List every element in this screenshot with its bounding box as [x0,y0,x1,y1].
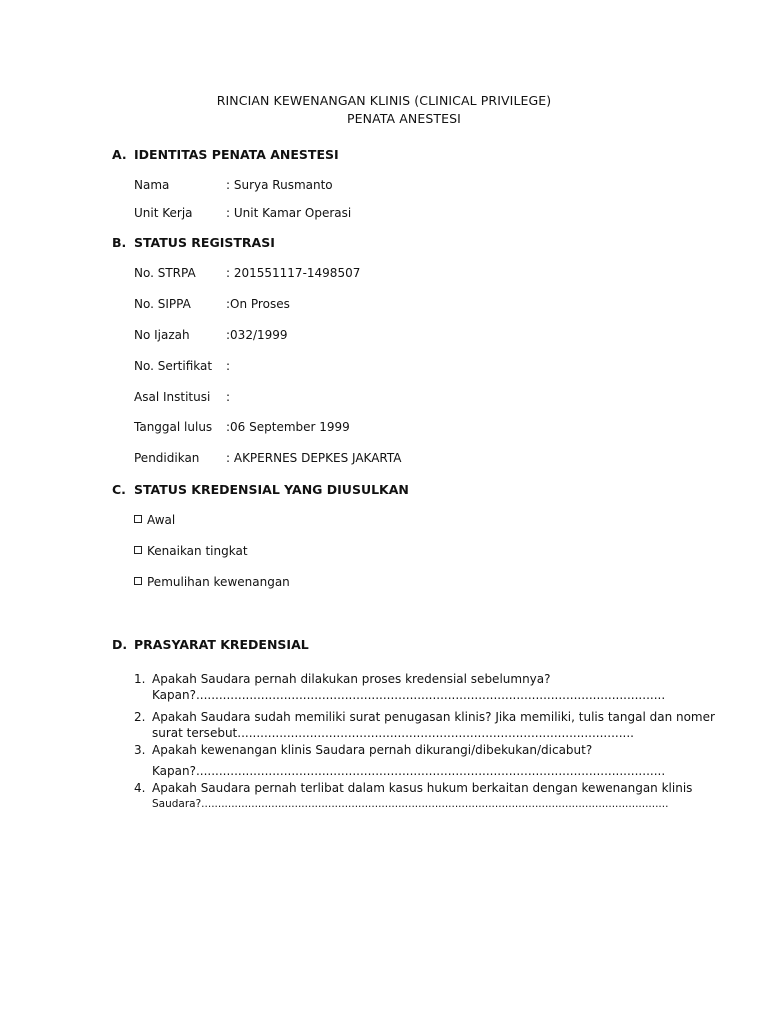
section-c-title: STATUS KREDENSIAL YANG DIUSULKAN [134,482,409,497]
field-value-ijazah: :032/1999 [226,328,288,342]
question-1-text: Apakah Saudara pernah dilakukan proses kredensial sebelumnya? [152,672,551,686]
question-2-answer-line[interactable]: surat tersebut........................................................................................................ [152,726,634,740]
option-pemulihan-kewenangan[interactable] [134,575,290,589]
field-label-nama: Nama [134,178,170,192]
question-3-number: 3. [134,743,146,757]
field-value-tanggal-lulus: :06 September 1999 [226,420,350,434]
field-label-asal-institusi: Asal Institusi [134,390,211,404]
question-3-text: Apakah kewenangan klinis Saudara pernah dikurangi/dibekukan/dicabut? [152,743,593,757]
field-value-sertifikat: : [226,359,231,373]
section-d-letter: D. [112,637,128,652]
field-value-pendidikan: : AKPERNES DEPKES JAKARTA [226,451,402,465]
question-2-number: 2. [134,710,146,724]
document-title: RINCIAN KEWENANGAN KLINIS (CLINICAL PRIVILEGE) [216,93,552,108]
section-c-letter: C. [112,482,126,497]
field-value-nama: : Surya Rusmanto [226,178,333,192]
section-d-title: PRASYARAT KREDENSIAL [134,637,309,652]
question-4-number: 4. [134,781,146,795]
field-label-ijazah: No Ijazah [134,328,190,342]
option-label: Pemulihan kewenangan [147,575,290,589]
question-4-answer-line[interactable]: Saudara?............................................................................................................................................ [152,798,669,810]
checkbox-icon[interactable] [134,546,142,554]
checkbox-icon[interactable] [134,515,142,523]
field-value-strpa: : 201551117-1498507 [226,266,361,280]
section-b-letter: B. [112,235,127,250]
field-value-asal-institusi: : [226,390,231,404]
question-3-answer-line[interactable]: Kapan?........................................................................................................................... [152,764,666,778]
question-1-number: 1. [134,672,146,686]
field-value-unit-kerja: : Unit Kamar Operasi [226,206,352,220]
field-label-sertifikat: No. Sertifikat [134,359,213,373]
option-label: Kenaikan tingkat [147,544,248,558]
section-b-title: STATUS REGISTRASI [134,235,275,250]
question-4-text: Apakah Saudara pernah terlibat dalam kasus hukum berkaitan dengan kewenangan klinis [152,781,693,795]
field-label-strpa: No. STRPA [134,266,196,280]
section-a-title: IDENTITAS PENATA ANESTESI [134,147,339,162]
field-label-pendidikan: Pendidikan [134,451,200,465]
section-a-letter: A. [112,147,127,162]
option-awal[interactable] [134,513,175,527]
option-label: Awal [147,513,176,527]
option-kenaikan-tingkat[interactable] [134,544,248,558]
field-label-sippa: No. SIPPA [134,297,191,311]
field-value-sippa: :On Proses [226,297,290,311]
field-label-tanggal-lulus: Tanggal lulus [134,420,213,434]
checkbox-icon[interactable] [134,577,142,585]
question-2-text: Apakah Saudara sudah memiliki surat penugasan klinis? Jika memiliki, tulis tangal dan nomer [152,710,715,724]
question-1-answer-line[interactable]: Kapan?........................................................................................................................... [152,688,666,702]
field-label-unit-kerja: Unit Kerja [134,206,193,220]
document-subtitle: PENATA ANESTESI [347,111,461,126]
